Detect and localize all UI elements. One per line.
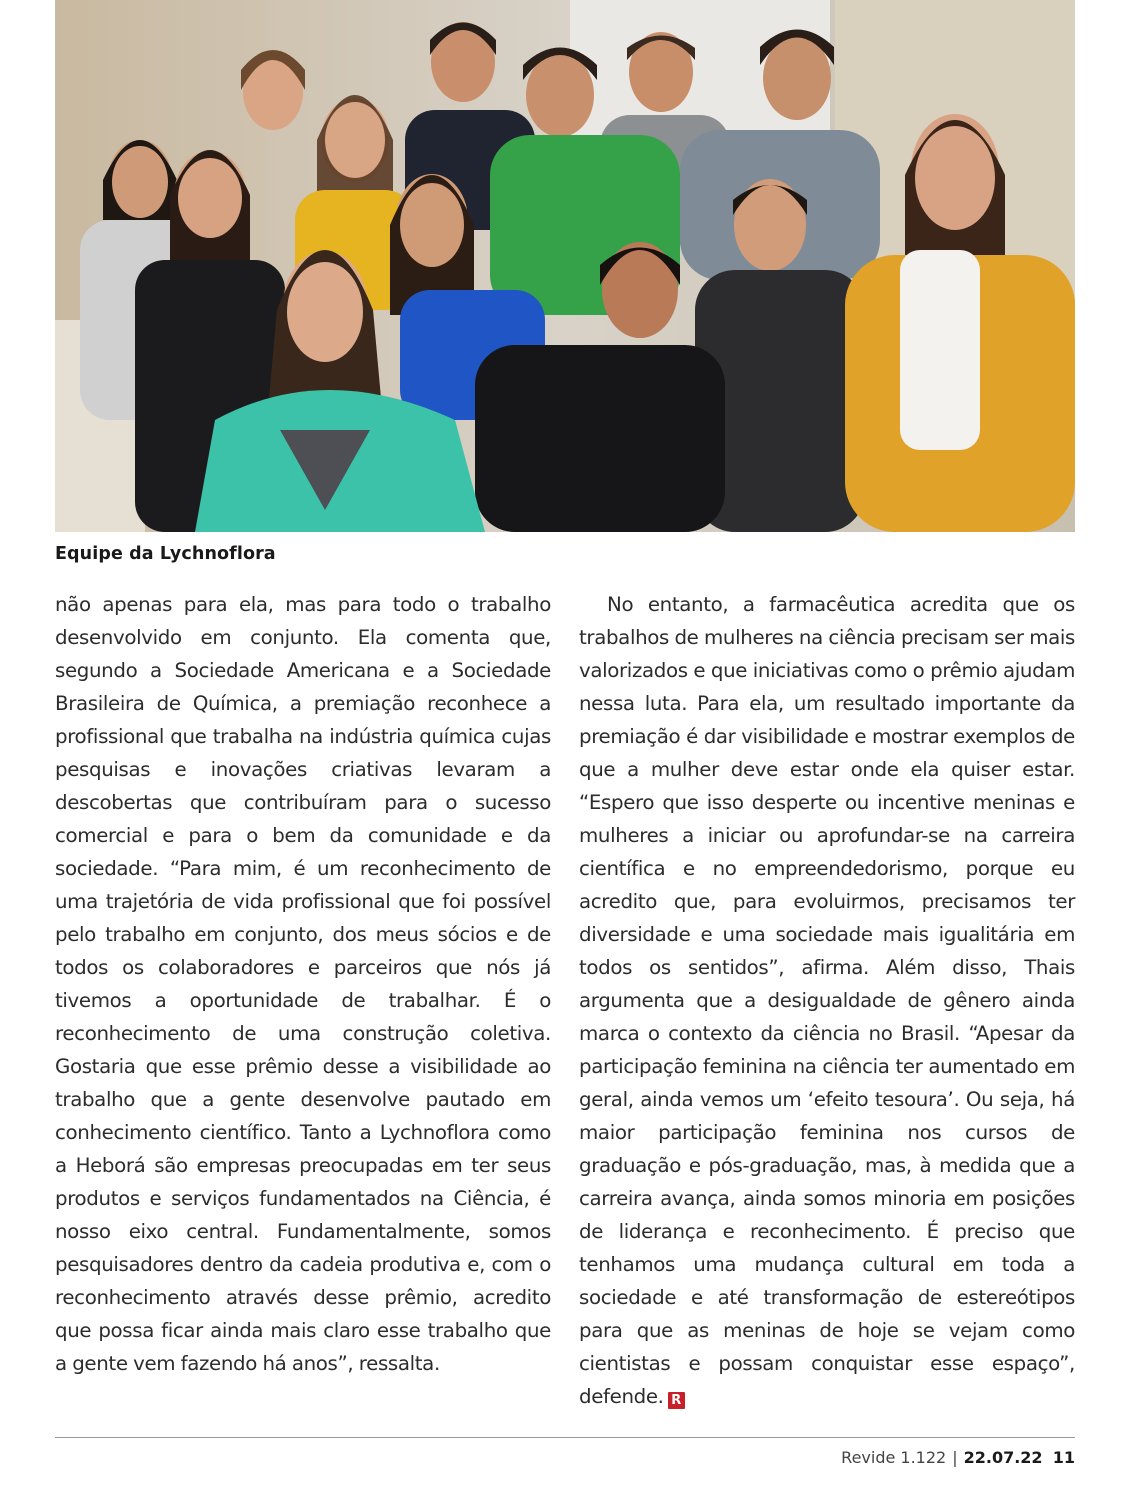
magazine-issue: Revide 1.122 <box>841 1448 947 1467</box>
photo-caption: Equipe da Lychnoflora <box>55 544 276 564</box>
article-column-right <box>579 588 1075 1413</box>
page-number: 11 <box>1052 1448 1075 1467</box>
footer-divider <box>55 1437 1075 1438</box>
article-paragraph: não apenas para ela, mas para todo o trabalho desenvolvido em conjunto. Ela comenta que, segundo a Sociedade Americana e a Sociedade Brasileira de Química, a premiação reconhece a profissional que trabalha na indústria química cujas pesquisas e inovações criativas levaram a descobertas que contribuíram para o sucesso comercial e para o bem da comunidade e da sociedade. “Para mim, é um reconhecimento de uma trajetória de vida profissional que foi possível pelo trabalho em conjunto, dos meus sócios e de todos os colaboradores e parceiros que nós já tivemos a oportunidade de trabalhar. É o reconhecimento de uma construção coletiva. Gostaria que esse prêmio desse a visibilidade ao trabalho que a gente desenvolve pautado em conhecimento científico. Tanto a Lychnoflora como a Heborá são empresas preocupadas em ter seus produtos e serviços fundamentados na Ciência, é nosso eixo central. Fundamentalmente, somos pesquisadores dentro da cadeia produtiva e, com o reconhecimento através desse prêmio, acredito que possa ficar ainda mais claro esse trabalho que a gente vem fazendo há anos”, ressalta. <box>55 593 551 1375</box>
article-paragraph <box>579 588 1075 1413</box>
article-text: No entanto, a farmacêutica acredita que os trabalhos de mulheres na ciência precisam ser mais valorizados e que iniciativas como o prêmio ajudam nessa luta. Para ela, um resultado importante da premiação é dar visibilidade e mostrar exemplos de que a mulher deve estar onde ela quiser estar. “Espero que isso desperte ou incentive meninas e mulheres a iniciar ou aprofundar-se na carreira científica e no empreendedorismo, porque eu acredito que, para evoluirmos, precisamos ter diversidade e uma sociedade mais igualitária em todos os sentidos”, afirma. Além disso, Thais argumenta que a desigualdade de gênero ainda marca o contexto da ciência no Brasil. “Apesar da participação feminina na ciência ter aumentado em geral, ainda vemos um ‘efeito tesoura’. Ou seja, há maior participação feminina nos cursos de graduação e pós-graduação, mas, à medida que a carreira avança, ainda somos minoria em posições de liderança e reconhecimento. É preciso que tenhamos uma mudança cultural em toda a sociedade e até transformação de estereótipos para que as meninas de hoje se vejam como cientistas e possam conquistar esse espaço”, defende. <box>579 593 1075 1408</box>
footer-separator: | <box>952 1448 958 1467</box>
team-photo <box>55 0 1075 532</box>
article-column-left <box>55 588 551 1380</box>
end-of-article-icon: R <box>668 1392 685 1409</box>
page-footer <box>841 1448 1075 1467</box>
team-photo-illustration <box>55 0 1075 532</box>
issue-date: 22.07.22 <box>963 1448 1043 1467</box>
